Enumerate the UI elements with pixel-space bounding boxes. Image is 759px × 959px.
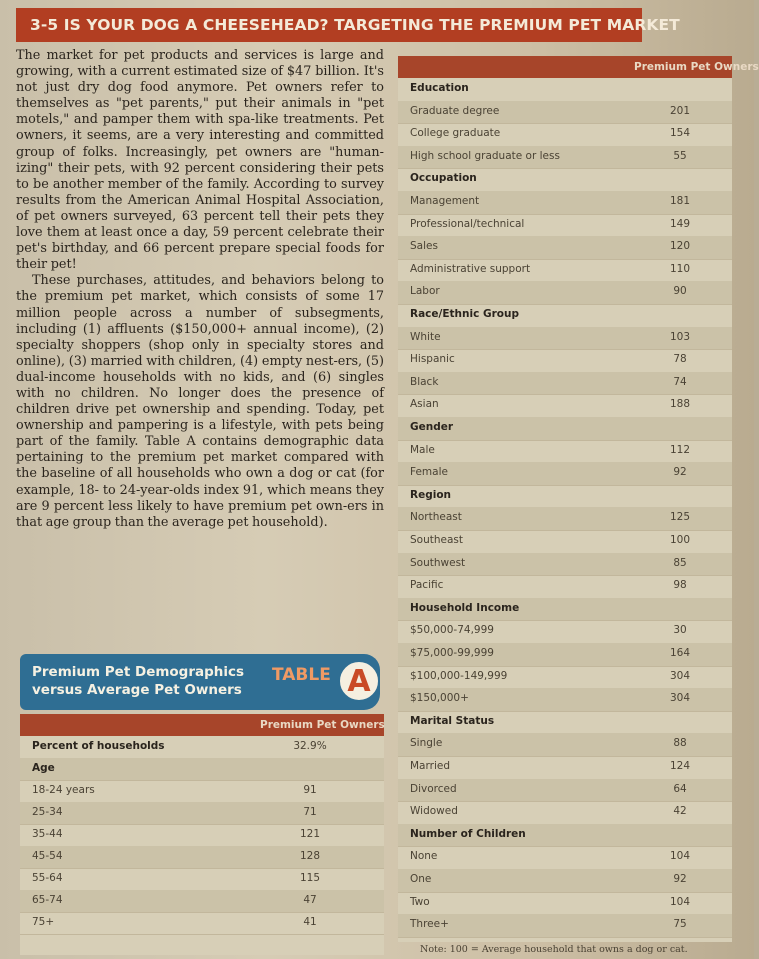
row-value: 115 [299, 872, 321, 884]
column-header-band [20, 714, 384, 736]
table-a-title-banner [20, 654, 380, 710]
row-label: Administrative support [410, 262, 531, 275]
table-row [398, 892, 732, 916]
row-value: 154 [669, 127, 691, 140]
table-row [20, 736, 384, 759]
row-value: 91 [303, 784, 317, 796]
row-value: 85 [673, 556, 687, 569]
section-header-row [398, 824, 732, 848]
table-title-line-1: Premium Pet Demographics [32, 664, 245, 680]
row-value: 164 [669, 647, 691, 659]
row-label: $50,000-74,999 [410, 624, 494, 637]
table-row [398, 869, 732, 893]
table-letter-badge: A [338, 660, 380, 702]
table-row [398, 191, 732, 215]
row-label: Graduate degree [410, 104, 500, 117]
table-row [398, 914, 732, 938]
row-label: Region [410, 488, 452, 501]
row-value: 42 [673, 805, 687, 818]
table-row [398, 801, 732, 825]
row-label: 55-64 [32, 872, 63, 884]
table-row [398, 756, 732, 780]
row-label: Age [32, 762, 55, 774]
row-label: Hispanic [410, 353, 455, 366]
table-row [20, 824, 384, 847]
table-word: TABLE [272, 665, 331, 685]
row-value: 55 [673, 149, 687, 162]
section-header-row [398, 168, 732, 192]
row-value: 188 [669, 398, 691, 411]
section-header-row [398, 711, 732, 735]
column-header: Premium Pet Owners [634, 61, 759, 73]
table-row [20, 890, 384, 913]
row-value: 110 [669, 262, 691, 275]
row-label: High school graduate or less [410, 149, 560, 162]
row-value: 30 [673, 624, 687, 637]
row-label: Marital Status [410, 714, 495, 727]
row-label: Education [410, 82, 469, 94]
row-label: Race/Ethnic Group [410, 308, 519, 320]
row-label: Percent of households [32, 740, 165, 752]
table-row [20, 868, 384, 891]
row-label: White [410, 330, 441, 343]
article-paragraph-2: These purchases, attitudes, and behaviors belong to the premium pet market, which consists of some 17 million people across a number of subsegments, including (1) affluents ($150,000+ annual income), (2) specialty shoppers (shop only in specialty stores and online), (3) married with children, (4) empty nest-ers, (5) dual-income households with no kids, and (6) singles with no children. No longer does the presence of children drive pet ownership and spending. Today, pet ownership and pampering is a lifestyle, with pets being part of the family. Table A contains demographic data pertaining to the premium pet market compared with the baseline of all households who own a dog or cat (for example, 18- to 24-year-olds index 91, which means they are 9 percent less likely to have premium pet own-ers in that age group than the average pet household). [16, 273, 384, 530]
row-label: Sales [410, 240, 438, 253]
demographics-table-right [398, 56, 759, 942]
row-label: Female [410, 466, 448, 479]
column-header: Premium Pet Owners [260, 719, 385, 731]
row-value: 74 [673, 375, 687, 388]
row-label: Male [410, 443, 435, 456]
row-value: 124 [669, 760, 691, 772]
row-value: 112 [669, 443, 691, 456]
row-value: 98 [673, 579, 687, 592]
row-label: 18-24 years [32, 784, 95, 796]
table-row [398, 440, 732, 464]
row-value: 304 [669, 692, 691, 705]
article-body [16, 48, 384, 531]
row-value: 92 [673, 466, 687, 479]
row-value: 304 [669, 669, 691, 682]
table-row [398, 462, 732, 486]
row-value: 104 [669, 850, 691, 863]
row-value: 47 [303, 894, 317, 906]
section-header-row [398, 485, 732, 509]
row-label: 35-44 [32, 828, 63, 840]
row-label: 25-34 [32, 806, 63, 818]
table-row [398, 575, 732, 599]
row-value: 121 [299, 828, 321, 840]
row-value: 90 [673, 285, 687, 298]
row-label: Two [410, 895, 430, 908]
table-row [398, 553, 732, 577]
row-label: College graduate [410, 127, 501, 140]
row-label: Number of Children [410, 827, 526, 840]
row-value: 88 [673, 737, 687, 750]
table-note: Note: 100 = Average household that owns a dog or cat. [420, 944, 688, 955]
row-label: Management [410, 195, 480, 207]
row-value: 103 [669, 330, 691, 343]
table-row [398, 123, 732, 147]
row-value: 104 [669, 895, 691, 908]
row-label: 65-74 [32, 894, 63, 906]
table-row [398, 101, 732, 125]
row-value: 92 [673, 873, 687, 885]
table-row [398, 259, 732, 283]
case-header-banner [16, 8, 680, 42]
case-title: 3-5 IS YOUR DOG A CHEESEHEAD? TARGETING THE PREMIUM PET MARKET [30, 16, 680, 34]
row-value: 75 [673, 918, 687, 931]
table-row [398, 507, 732, 531]
row-label: None [410, 850, 438, 863]
row-label: Occupation [410, 172, 477, 185]
table-row [20, 780, 384, 803]
table-title-line-2: versus Average Pet Owners [32, 682, 242, 698]
section-header-row [398, 78, 732, 102]
row-label: Pacific [410, 579, 444, 592]
article-paragraph-1: The market for pet products and services is large and growing, with a current estimated size of $47 billion. It's not just dry dog food anymore. Pet owners refer to themselves as "pet parents," put their animals in "pet motels," and pamper them with spa-like treatments. Pet owners, it seems, are a very interesting and committed group of folks. Increasingly, pet owners are "human-izing" their pets, with 92 percent considering their pets to be another member of the family. According to survey results from the American Animal Hospital Association, of pet owners surveyed, 63 percent tell their pets they love them at least once a day, 59 percent celebrate their pet's birthday, and 66 percent prepare special foods for their pet! [16, 48, 384, 273]
table-row [398, 281, 732, 305]
table-row [398, 779, 732, 803]
table-row [20, 846, 384, 869]
row-label: $100,000-149,999 [410, 669, 508, 682]
row-label: Southwest [410, 556, 466, 569]
row-value: 32.9% [293, 740, 327, 752]
row-value: 128 [299, 850, 321, 862]
row-value: 201 [669, 104, 691, 117]
table-row [398, 643, 732, 667]
row-label: Married [410, 760, 450, 772]
row-label: $150,000+ [410, 692, 469, 705]
row-label: Gender [410, 421, 454, 433]
row-value: 71 [303, 806, 317, 818]
row-value: 181 [669, 195, 691, 207]
table-row [398, 236, 732, 260]
demographics-table-left [20, 714, 384, 955]
table-row [20, 802, 384, 825]
table-row [398, 688, 732, 712]
section-header-row [20, 758, 384, 781]
row-label: Northeast [410, 511, 462, 524]
table-row [398, 327, 732, 351]
row-label: Black [410, 375, 439, 388]
row-value: 64 [673, 782, 687, 795]
table-row [20, 912, 384, 935]
table-row [398, 214, 732, 238]
row-value: 125 [669, 511, 691, 524]
row-label: $75,000-99,999 [410, 647, 494, 659]
table-row [398, 372, 732, 396]
row-value: 41 [303, 916, 317, 928]
table-row [398, 846, 732, 870]
row-value: 100 [669, 534, 691, 546]
row-label: Asian [410, 398, 439, 411]
table-row [398, 530, 732, 554]
row-label: 75+ [32, 916, 55, 928]
section-header-row [398, 598, 732, 622]
section-header-row [398, 417, 732, 441]
table-row [398, 666, 732, 690]
row-label: Three+ [410, 918, 449, 931]
table-row [398, 733, 732, 757]
row-label: Single [410, 737, 443, 750]
row-value: 78 [673, 353, 687, 366]
row-label: Divorced [410, 782, 457, 795]
row-label: Household Income [410, 601, 520, 614]
row-label: Labor [410, 285, 440, 298]
row-label: Professional/technical [410, 217, 525, 230]
table-row [398, 349, 732, 373]
row-label: One [410, 873, 432, 885]
section-header-row [398, 304, 732, 328]
row-value: 149 [669, 217, 691, 230]
table-row [398, 394, 732, 418]
table-row [398, 146, 732, 170]
row-label: 45-54 [32, 850, 63, 862]
column-header-band [398, 56, 759, 78]
row-value: 120 [669, 240, 691, 253]
row-label: Widowed [410, 805, 458, 818]
table-row [398, 620, 732, 644]
row-label: Southeast [410, 534, 463, 546]
